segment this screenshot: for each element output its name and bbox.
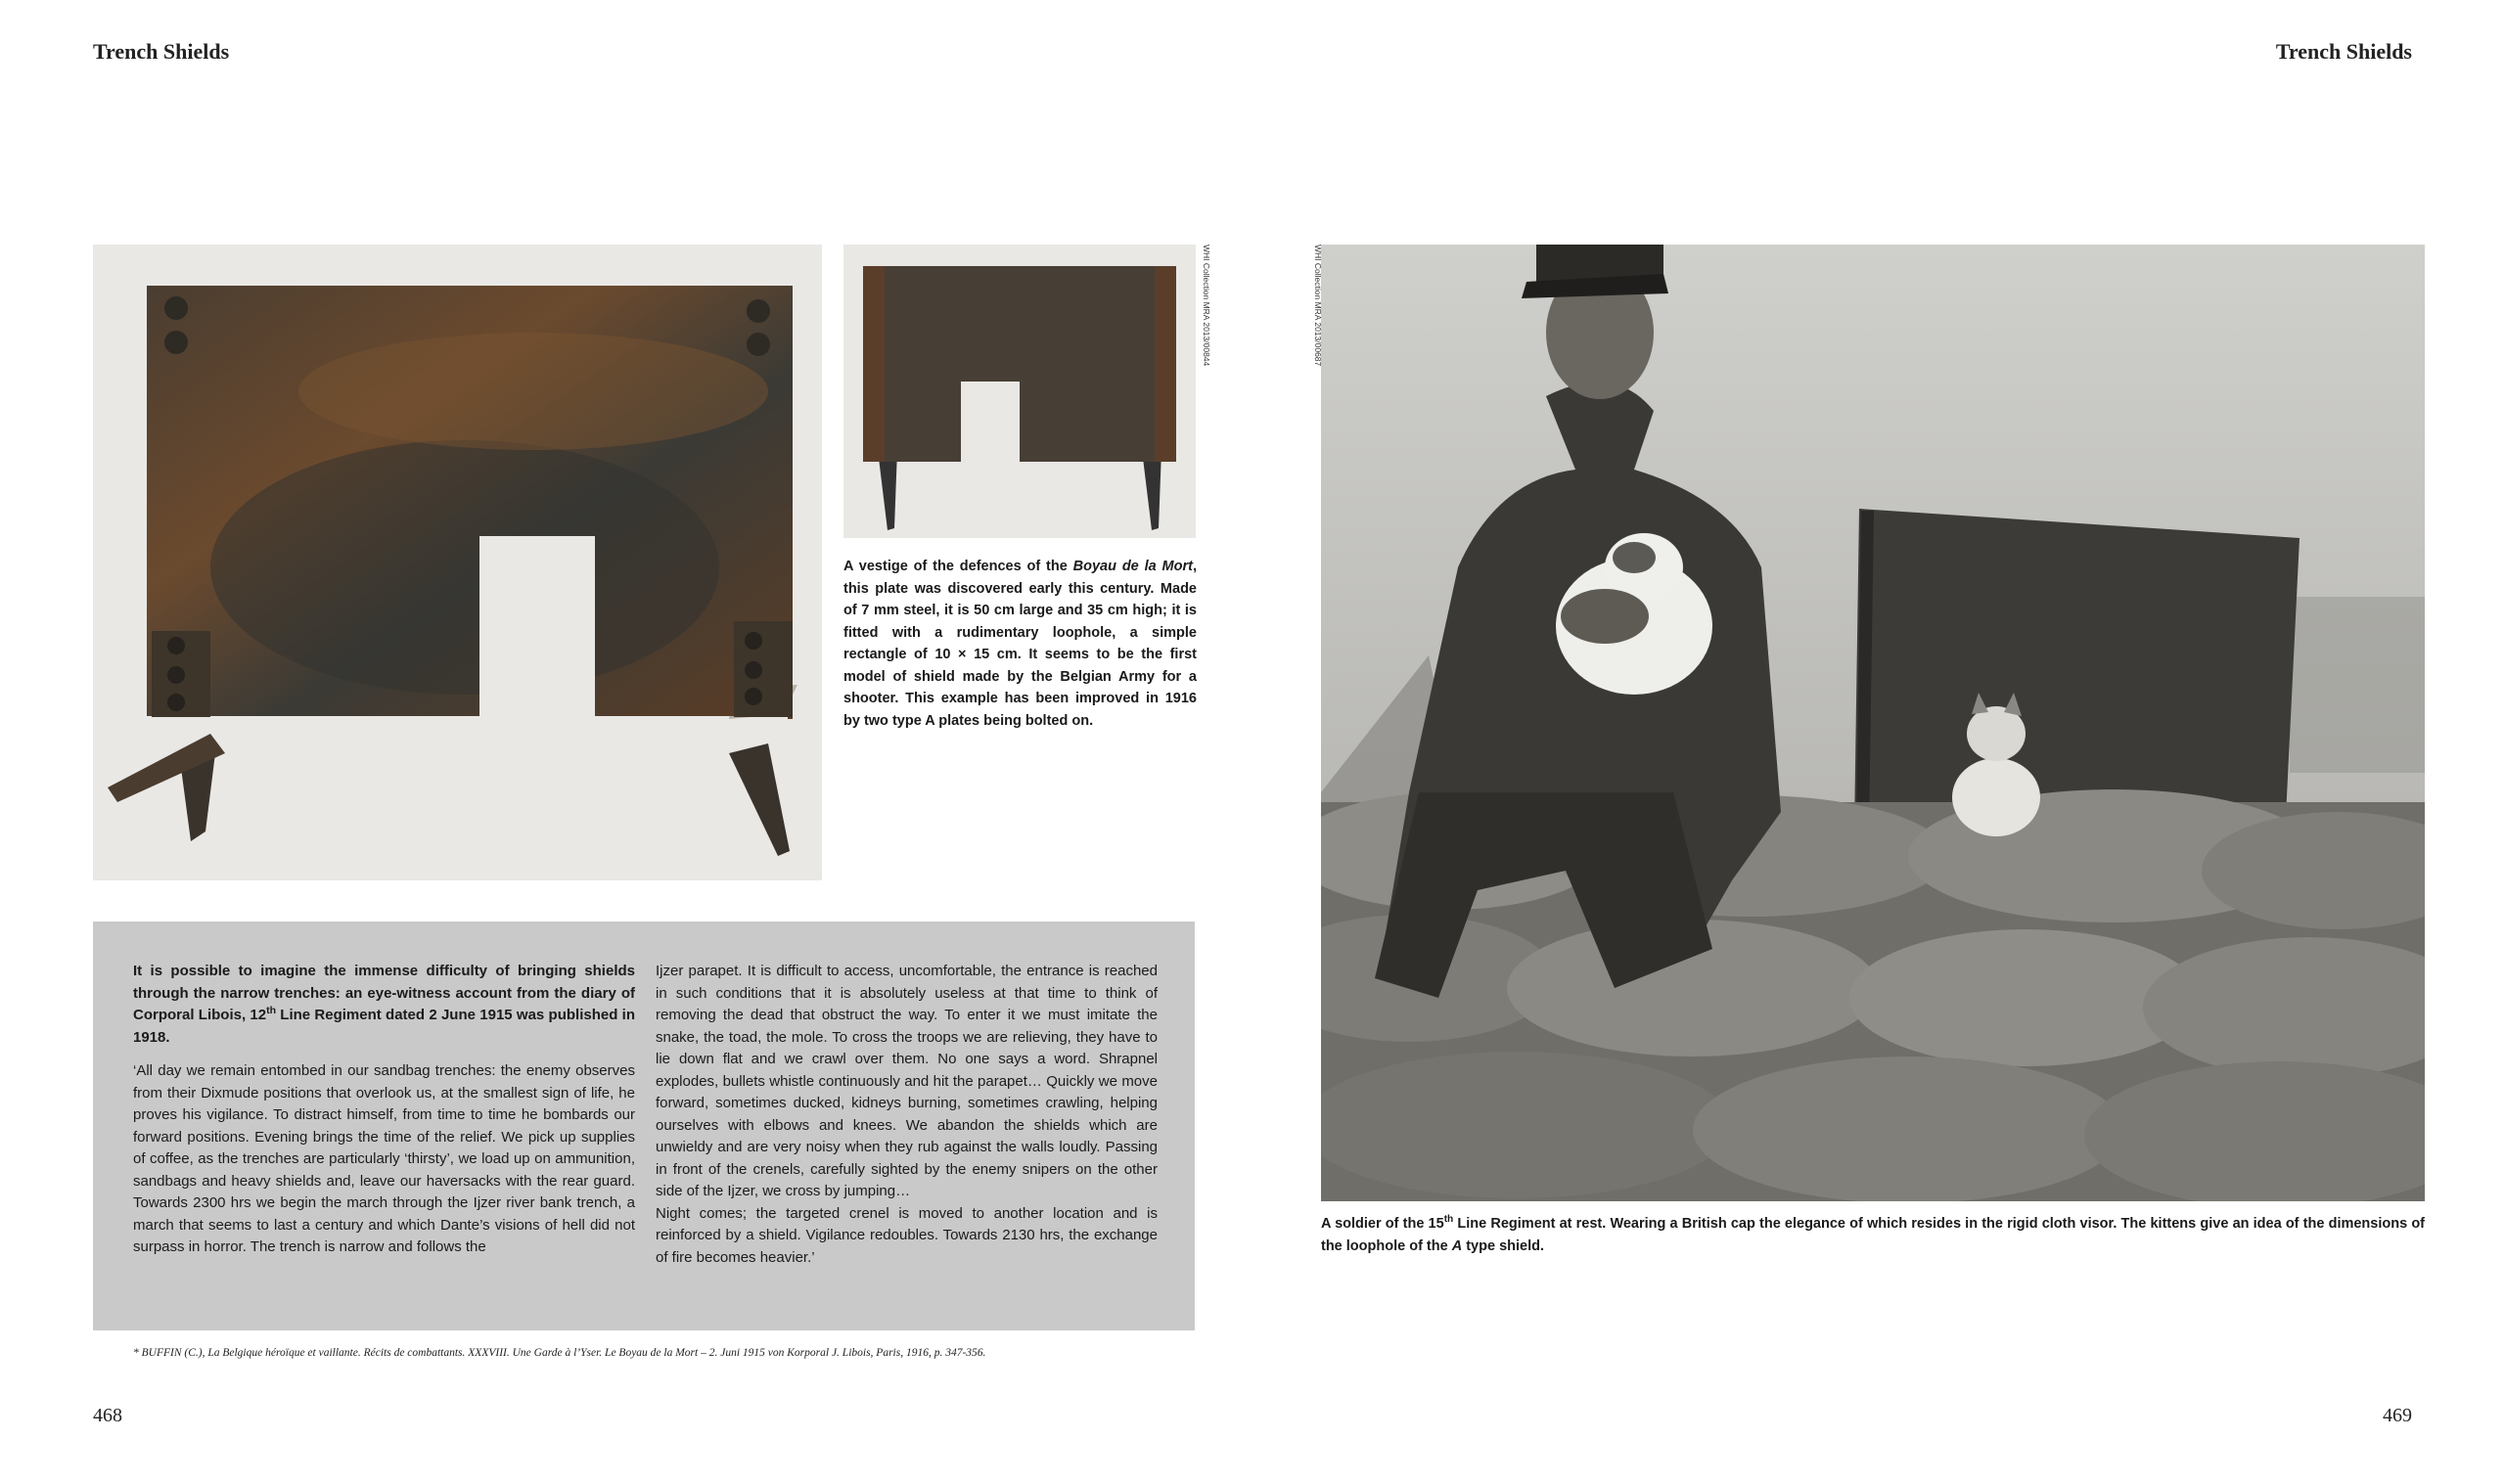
article-column-2 [656, 961, 1158, 1281]
running-head-right: Trench Shields [2275, 39, 2412, 64]
soldier-with-kittens-photo [1321, 245, 2425, 1201]
soldier-photo-credit: WHI Collection MRA 2013/00687 [1313, 245, 1323, 367]
page-number-right: 469 [2383, 1405, 2412, 1426]
article-lead: It is possible to imagine the immense difficulty of bringing shields through the narrow trenches: an eye-witness account from the diary of Corporal Libois, 12th Line Regiment dated 2 June 1915 was published in 1918. [133, 963, 635, 1046]
page-number-left: 468 [93, 1405, 122, 1426]
shield-plate-photo [93, 245, 822, 880]
article-quote-part-1: ‘All day we remain entombed in our sandbag trenches: the enemy observes from their Dixmude positions that overlook us, at the smallest sign of life, he proves his vigilance. To distract himself, from time to time he bombards our forward positions. Evening brings the time of the relief. We pick up supplies of coffee, as the trenches are particularly ‘thirsty’, we load up on ammunition, sandbags and heavy shields and, leave our haversacks with the rear guard. Towards 2300 hrs we begin the march through the Ijzer river bank trench, a march that seems to last a century and which Dante’s visions of hell did not surpass in horror. The trench is narrow and follows the [133, 1062, 635, 1255]
article-quote-part-3: Night comes; the targeted crenel is moved to another location and is reinforced by a shield. Vigilance redoubles. Towards 2130 hrs, the exchange of fire becomes heavier.’ [656, 1204, 1158, 1266]
article-box [93, 922, 1195, 1330]
small-plate-photo [843, 245, 1196, 538]
plate-photo-credit: WHI Collection MRA 2013/00844 [1202, 245, 1211, 367]
running-head-left: Trench Shields [93, 39, 230, 64]
footnote: * BUFFIN (C.), La Belgique héroïque et vaillante. Récits de combattants. XXXVIII. Une Garde à l’Yser. Le Boyau de la Mort – 2. Juni 1915 von Korporal J. Libois, Paris, 1916, p. 347-356. [133, 1347, 986, 1359]
plate-caption: A vestige of the defences of the Boyau de la Mort, this plate was discovered early this century. Made of 7 mm steel, it is 50 cm large and 35 cm high; it is fitted with a rudimentary loophole, a simple rectangle of 10 × 15 cm. It seems to be the first model of shield made by the Belgian Army for a shooter. This example has been improved in 1916 by two type A plates being bolted on. [843, 559, 1197, 729]
article-column-1 [133, 961, 635, 1271]
soldier-caption: A soldier of the 15th Line Regiment at rest. Wearing a British cap the elegance of which resides in the rigid cloth visor. The kittens give an idea of the dimensions of the loophole of the A type shield. [1321, 1214, 2426, 1254]
article-quote-part-2: Ijzer parapet. It is difficult to access, uncomfortable, the entrance is reached in such conditions that it is absolutely useless at that time to think of removing the dead that obstruct the way. To enter it we must imitate the snake, the toad, the mole. To cross the troops we are relieving, they have to lie down flat and we crawl over them. No one says a word. Shrapnel explodes, bullets whistle continuously and hit the parapet… Quickly we move forward, sometimes ducked, kidneys burning, sometimes crawling, helping ourselves with elbows and knees. We abandon the shields which are unwieldy and are very noisy when they rub against the walls loudly. Passing in front of the crenels, carefully sighted by the enemy snipers on the other side of the Ijzer, we cross by jumping… [656, 963, 1158, 1199]
